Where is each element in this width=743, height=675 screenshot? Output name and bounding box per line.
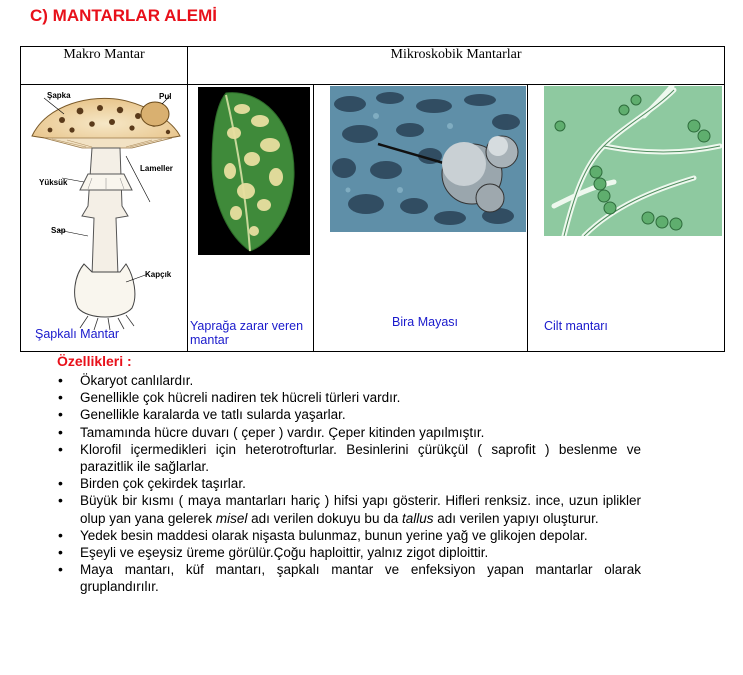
label-lameller: Lameller (140, 164, 173, 173)
header-macro: Makro Mantar (21, 47, 188, 85)
header-micro: Mikroskobik Mantarlar (188, 47, 725, 85)
list-item (56, 492, 641, 526)
mushroom-diagram (22, 86, 187, 331)
table-image-row (21, 85, 725, 352)
list-item: • Ökaryot canlılardır. (56, 372, 641, 389)
list-item: • Genellikle karalarda ve tatlı sularda yaşarlar. (56, 406, 641, 423)
cell-bira-mayasi (314, 85, 528, 352)
term-tallus: tallus (401, 510, 434, 526)
label-sap: Sap (51, 226, 66, 235)
yeast-micrograph (330, 86, 526, 232)
label-kapcik: Kapçık (145, 270, 172, 279)
list-item: • Tamamında hücre duvarı ( çeper ) vardır. Çeper kitinden yapılmıştır. (56, 424, 641, 441)
list-item: • Klorofil içermedikleri için heterotrofturlar. Besinlerini çürükçül ( saprofit ) beslenme ve parazitlik ile sağlarlar. (56, 441, 641, 475)
skin-fungus-micrograph (544, 86, 722, 236)
caption-bira-mayasi: Bira Mayası (392, 315, 458, 329)
cell-sapkali-mantar (21, 85, 188, 352)
table-header-row (21, 47, 725, 85)
caption-yaprak-mantari: Yaprağa zarar veren mantar (190, 319, 304, 347)
cell-cilt-mantari (528, 85, 725, 352)
list-item: • Yedek besin maddesi olarak nişasta bulunmaz, bunun yerine yağ ve glikojen depolar. (56, 527, 641, 544)
list-item-text: adı verilen yapıyı oluşturur. (433, 510, 599, 526)
list-item: • Maya mantarı, küf mantarı, şapkalı mantar ve enfeksiyon yapan mantarlar olarak gruplandırılır. (56, 561, 641, 595)
list-item: • Birden çok çekirdek taşırlar. (56, 475, 641, 492)
list-item-text: adı verilen dokuyu bu da (247, 510, 402, 526)
cell-yaprak-mantari (188, 85, 314, 352)
label-pul: Pul (159, 92, 172, 101)
label-yuksuk: Yüksük (39, 178, 68, 187)
list-item-text: Büyük bir kısmı ( maya mantarları hariç ) hifsi yapı gösterir. Hifleri renksiz. ince, uzun iplikler olup yan yana gelerek (80, 493, 641, 526)
fungi-table (20, 46, 725, 352)
page-title: C) MANTARLAR ALEMİ (30, 6, 217, 25)
term-misel: misel (215, 510, 248, 526)
leaf-fungus-image (198, 87, 310, 255)
caption-cilt-mantari: Cilt mantarı (544, 319, 608, 333)
caption-sapkali-mantar: Şapkalı Mantar (35, 327, 120, 341)
label-sapka: Şapka (47, 91, 71, 100)
list-item: • Eşeyli ve eşeysiz üreme görülür.Çoğu haploittir, yalnız zigot diploittir. (56, 544, 641, 561)
properties-list (56, 372, 641, 596)
properties-heading: Özellikleri : (57, 353, 132, 369)
list-item: • Genellikle çok hücreli nadiren tek hücreli türleri vardır. (56, 389, 641, 406)
